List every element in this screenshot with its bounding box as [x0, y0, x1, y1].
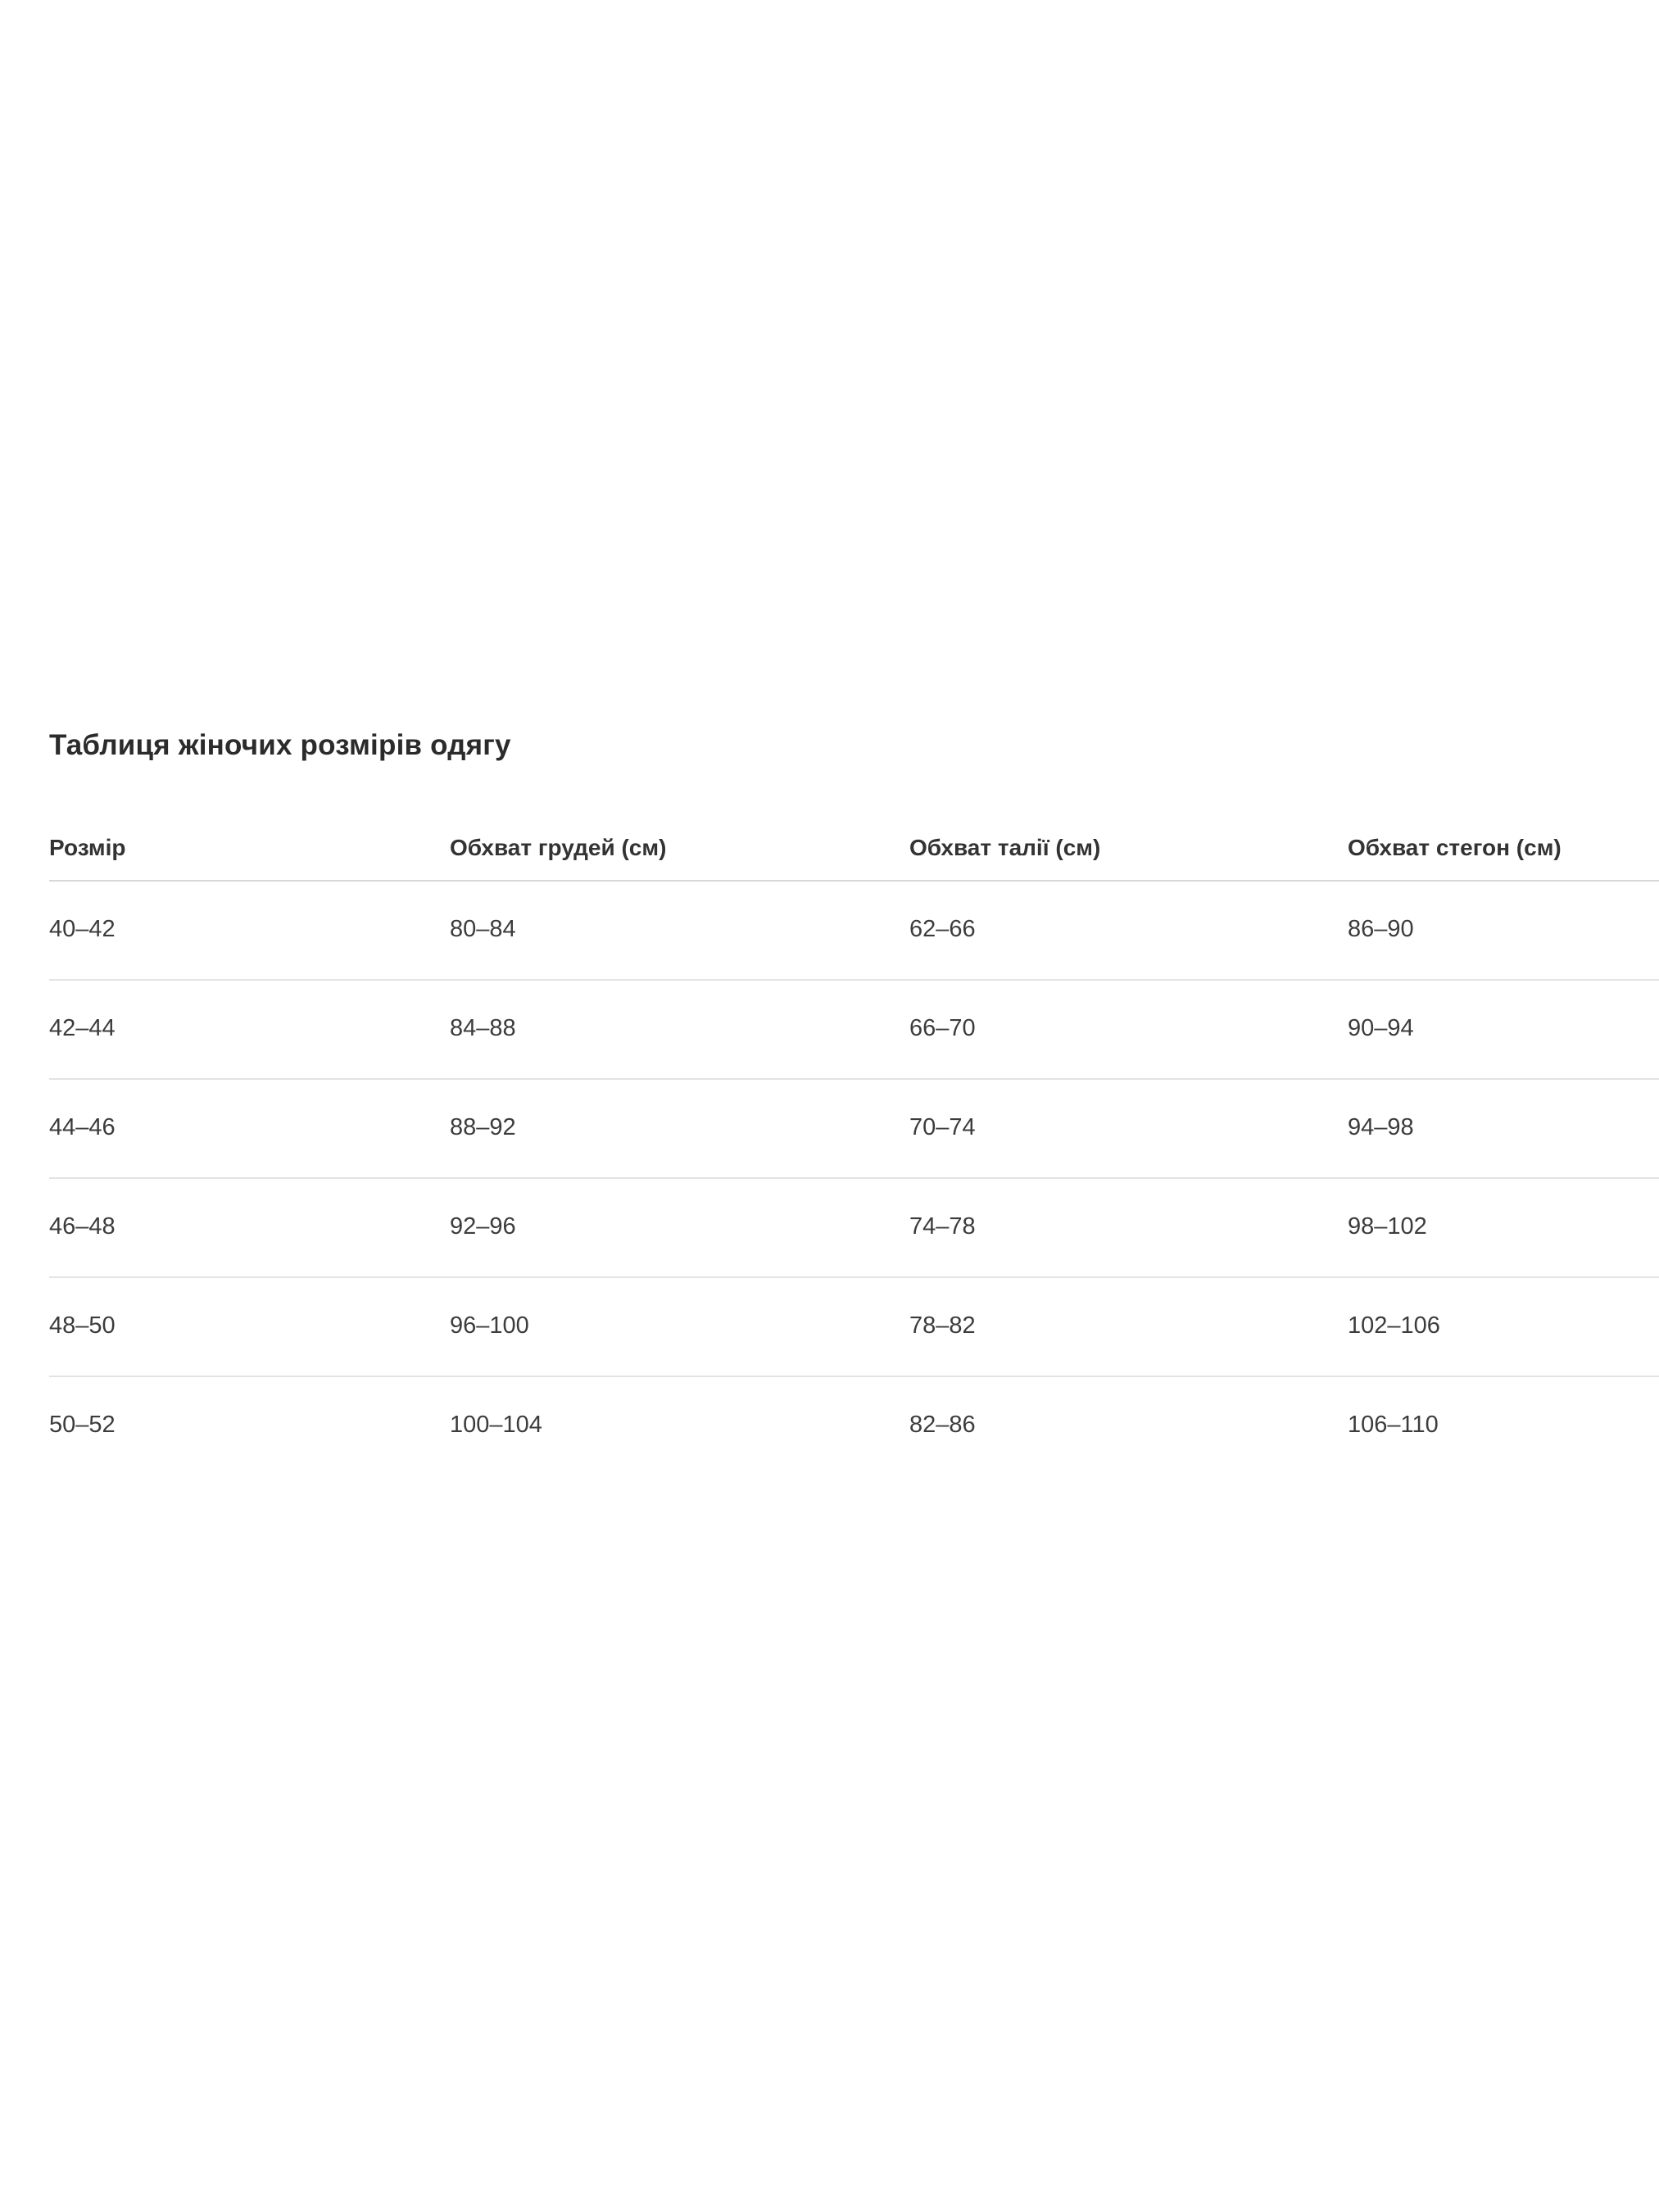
- header-hips: Обхват стегон (см): [1348, 834, 1659, 881]
- table-row: [49, 1277, 1659, 1376]
- chest-cell: 96–100: [450, 1277, 909, 1376]
- header-size: Розмір: [49, 834, 450, 881]
- page-title: Таблиця жіночих розмірів одягу: [49, 729, 511, 761]
- table-row: [49, 1178, 1659, 1277]
- size-cell: 50–52: [49, 1412, 116, 1438]
- waist-cell: 82–86: [909, 1412, 976, 1438]
- hips-cell: 86–90: [1348, 881, 1659, 980]
- size-cell: 40–42: [49, 881, 450, 980]
- hips-cell: 94–98: [1348, 1079, 1659, 1178]
- size-cell: 48–50: [49, 1277, 450, 1376]
- hips-cell: 102–106: [1348, 1277, 1659, 1376]
- waist-cell: 66–70: [909, 980, 1348, 1079]
- header-row: [49, 834, 1659, 881]
- size-cell: 44–46: [49, 1079, 450, 1178]
- main-content: [49, 728, 1659, 1475]
- table-row: [49, 1079, 1659, 1178]
- chest-cell: 100–104: [450, 1412, 542, 1438]
- size-table: [49, 834, 1659, 1475]
- waist-cell: 74–78: [909, 1178, 1348, 1277]
- chest-cell: 84–88: [450, 980, 909, 1079]
- chest-cell: 80–84: [450, 881, 909, 980]
- chest-cell: 88–92: [450, 1079, 909, 1178]
- chest-cell: 92–96: [450, 1178, 909, 1277]
- hips-cell: 98–102: [1348, 1178, 1659, 1277]
- table-row: [49, 980, 1659, 1079]
- waist-cell: 70–74: [909, 1079, 1348, 1178]
- table-row: [49, 881, 1659, 980]
- size-cell: 42–44: [49, 980, 450, 1079]
- header-chest: Обхват грудей (см): [450, 834, 909, 881]
- table-row: [49, 1376, 1659, 1475]
- size-table-header: [49, 834, 1659, 881]
- hips-cell: 106–110: [1348, 1412, 1439, 1438]
- header-waist: Обхват талії (см): [909, 834, 1348, 881]
- hips-cell: 90–94: [1348, 980, 1659, 1079]
- size-table-body: [49, 881, 1659, 1475]
- waist-cell: 78–82: [909, 1277, 1348, 1376]
- waist-cell: 62–66: [909, 881, 1348, 980]
- size-cell: 46–48: [49, 1178, 450, 1277]
